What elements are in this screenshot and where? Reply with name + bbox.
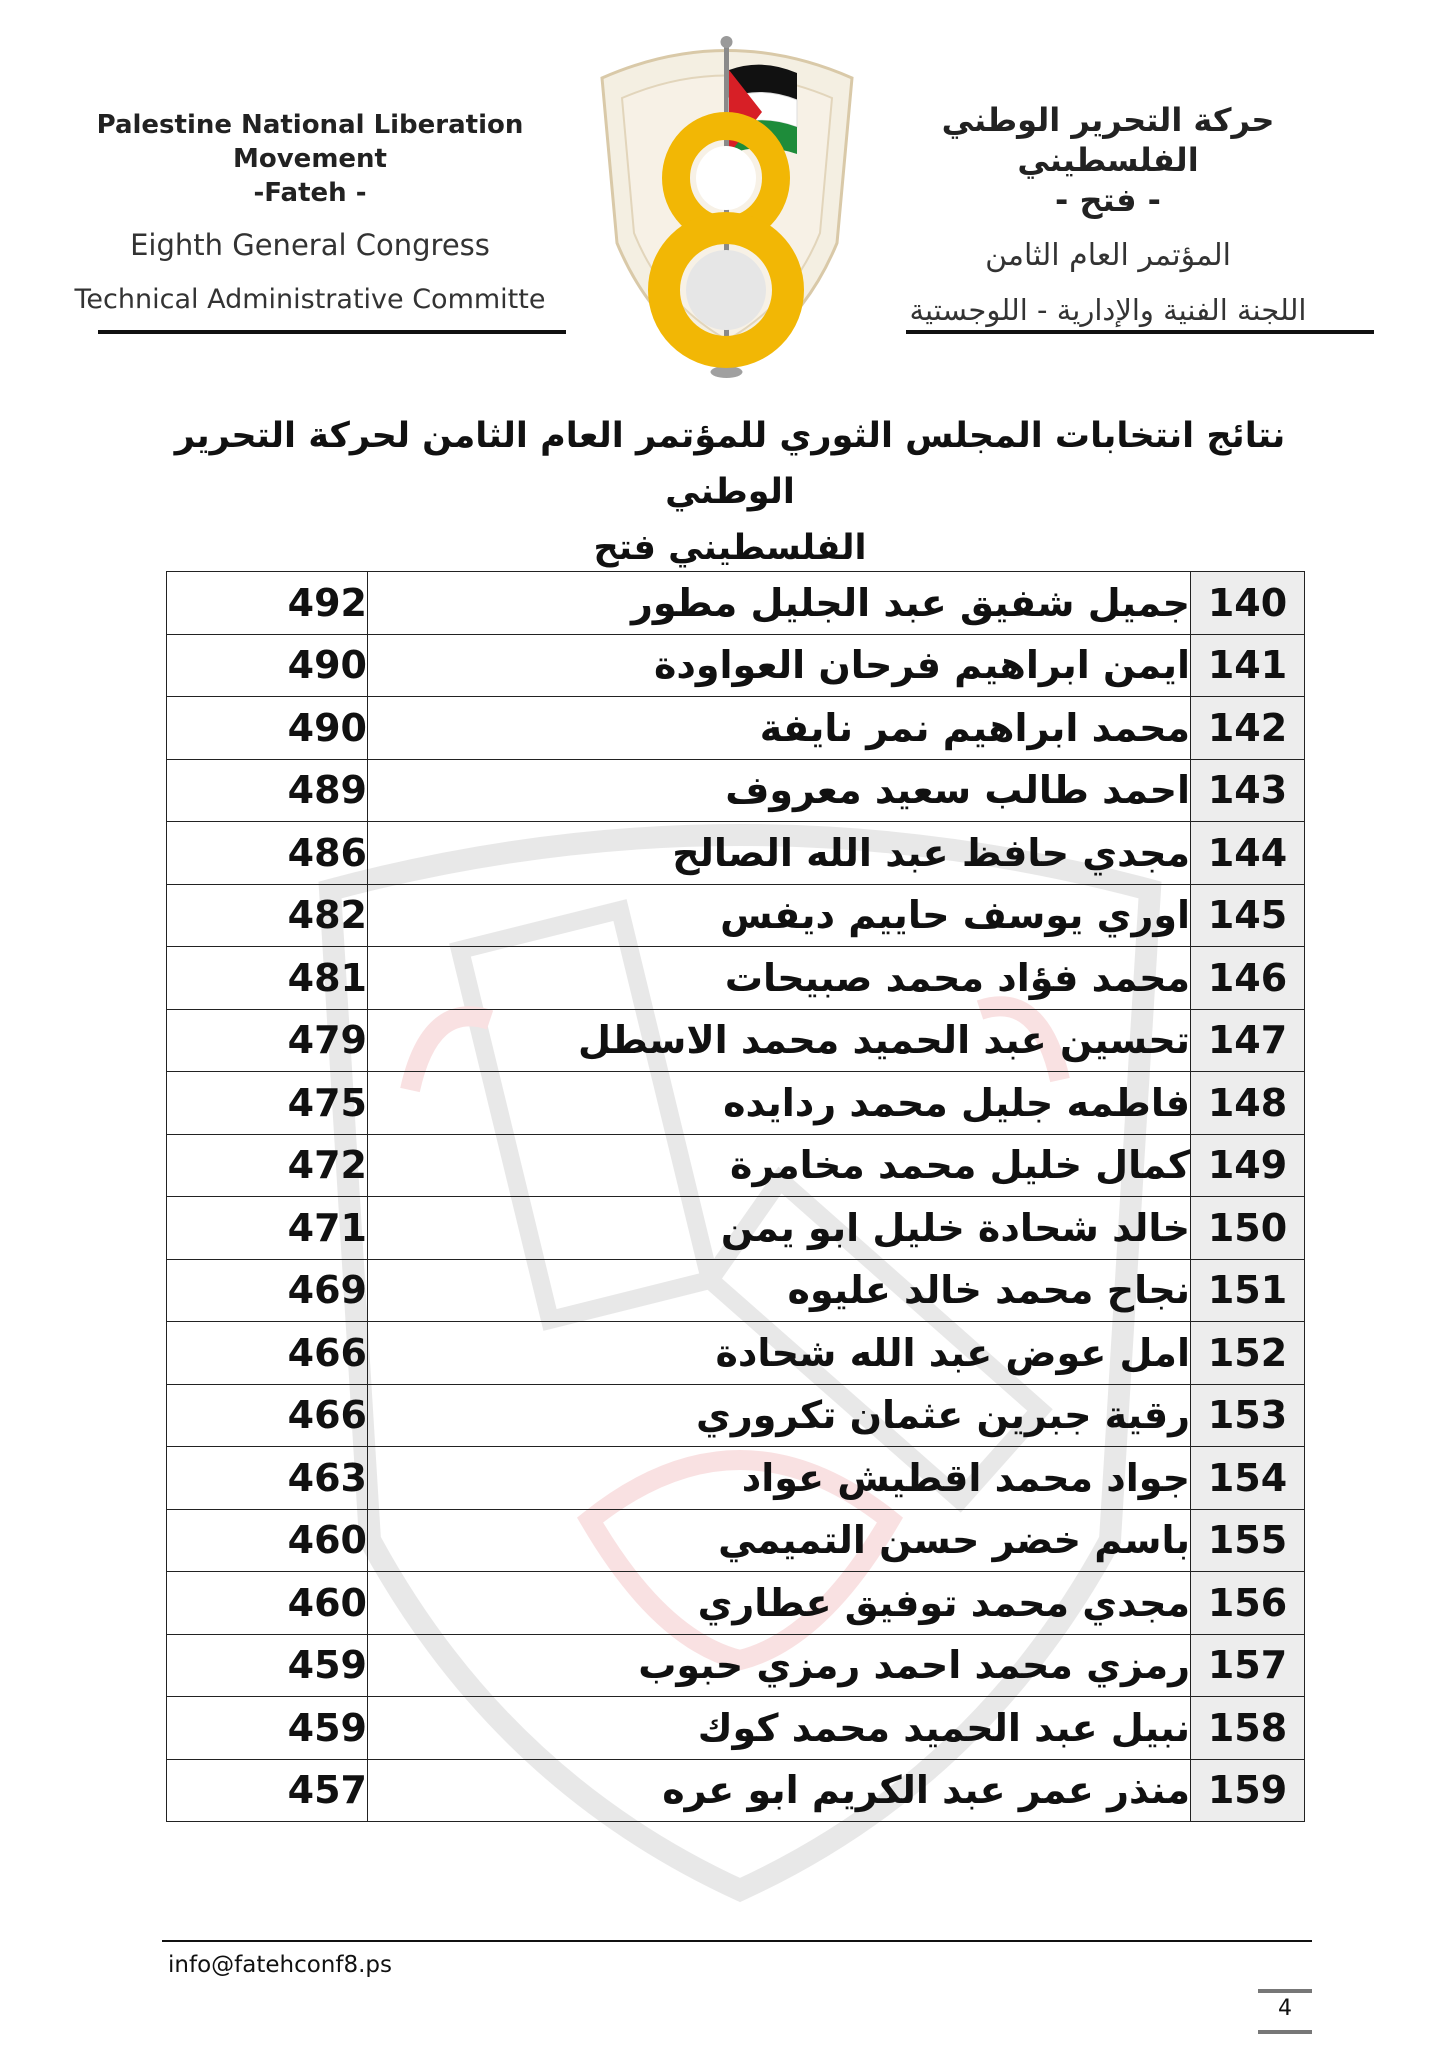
candidate-name-cell: نبيل عبد الحميد محمد كوك — [368, 1697, 1191, 1760]
table-row — [167, 1384, 1305, 1447]
row-number-cell: 149 — [1191, 1134, 1305, 1197]
page-number: 4 — [1278, 1996, 1292, 2021]
table-row — [167, 1259, 1305, 1322]
table-row — [167, 1759, 1305, 1822]
vote-count-cell: 460 — [167, 1509, 368, 1572]
vote-count-cell: 475 — [167, 1072, 368, 1135]
candidate-name-cell: اوري يوسف حاييم ديفس — [368, 884, 1191, 947]
vote-count-cell: 463 — [167, 1447, 368, 1510]
vote-count-cell: 466 — [167, 1384, 368, 1447]
english-committee-name: Technical Administrative Committe — [74, 284, 546, 315]
row-number-cell: 143 — [1191, 759, 1305, 822]
table-row — [167, 884, 1305, 947]
vote-count-cell: 469 — [167, 1259, 368, 1322]
row-number-cell: 148 — [1191, 1072, 1305, 1135]
candidate-name-cell: باسم خضر حسن التميمي — [368, 1509, 1191, 1572]
document-title — [160, 408, 1300, 576]
footer-divider — [162, 1940, 1312, 1942]
row-number-cell: 145 — [1191, 884, 1305, 947]
header-divider-right — [906, 330, 1374, 334]
candidate-name-cell: مجدي حافظ عبد الله الصالح — [368, 822, 1191, 885]
english-org-name — [50, 108, 570, 210]
vote-count-cell: 459 — [167, 1697, 368, 1760]
results-table — [166, 571, 1305, 1822]
title-line2: الفلسطيني فتح — [593, 528, 867, 568]
arabic-header — [848, 100, 1368, 327]
candidate-name-cell: جواد محمد اقطيش عواد — [368, 1447, 1191, 1510]
arabic-org-name — [848, 100, 1368, 220]
vote-count-cell: 466 — [167, 1322, 368, 1385]
row-number-cell: 153 — [1191, 1384, 1305, 1447]
row-number-cell: 150 — [1191, 1197, 1305, 1260]
row-number-cell: 146 — [1191, 947, 1305, 1010]
arabic-congress-name: المؤتمر العام الثامن — [985, 238, 1231, 273]
vote-count-cell: 490 — [167, 697, 368, 760]
candidate-name-cell: ايمن ابراهيم فرحان العواودة — [368, 634, 1191, 697]
candidate-name-cell: رقية جبرين عثمان تكروري — [368, 1384, 1191, 1447]
candidate-name-cell: كمال خليل محمد مخامرة — [368, 1134, 1191, 1197]
row-number-cell: 141 — [1191, 634, 1305, 697]
row-number-cell: 156 — [1191, 1572, 1305, 1635]
english-congress-name: Eighth General Congress — [130, 228, 490, 262]
footer-email: info@fatehconf8.ps — [168, 1952, 392, 1978]
table-row — [167, 1634, 1305, 1697]
row-number-cell: 152 — [1191, 1322, 1305, 1385]
arabic-org-line1: حركة التحرير الوطني الفلسطيني — [941, 101, 1275, 179]
candidate-name-cell: محمد ابراهيم نمر نايفة — [368, 697, 1191, 760]
row-number-cell: 151 — [1191, 1259, 1305, 1322]
row-number-cell: 157 — [1191, 1634, 1305, 1697]
vote-count-cell: 459 — [167, 1634, 368, 1697]
arabic-org-line2: - فتح - — [1055, 181, 1161, 219]
table-row — [167, 1134, 1305, 1197]
title-line1: نتائج انتخابات المجلس الثوري للمؤتمر العام الثامن لحركة التحرير الوطني — [174, 416, 1286, 512]
header-divider-left — [98, 330, 566, 334]
table-row — [167, 697, 1305, 760]
gold-eight-icon — [664, 126, 788, 352]
row-number-cell: 154 — [1191, 1447, 1305, 1510]
vote-count-cell: 457 — [167, 1759, 368, 1822]
vote-count-cell: 490 — [167, 634, 368, 697]
candidate-name-cell: محمد فؤاد محمد صبيحات — [368, 947, 1191, 1010]
vote-count-cell: 472 — [167, 1134, 368, 1197]
table-row — [167, 634, 1305, 697]
row-number-cell: 159 — [1191, 1759, 1305, 1822]
table-row — [167, 1322, 1305, 1385]
candidate-name-cell: جميل شفيق عبد الجليل مطور — [368, 572, 1191, 635]
row-number-cell: 147 — [1191, 1009, 1305, 1072]
row-number-cell: 140 — [1191, 572, 1305, 635]
table-row — [167, 1072, 1305, 1135]
candidate-name-cell: احمد طالب سعيد معروف — [368, 759, 1191, 822]
candidate-name-cell: منذر عمر عبد الكريم ابو عره — [368, 1759, 1191, 1822]
english-org-line2: -Fateh - — [253, 178, 367, 208]
vote-count-cell: 486 — [167, 822, 368, 885]
table-row — [167, 947, 1305, 1010]
table-row — [167, 1572, 1305, 1635]
candidate-name-cell: امل عوض عبد الله شحادة — [368, 1322, 1191, 1385]
table-row — [167, 1509, 1305, 1572]
english-header — [50, 108, 570, 315]
candidate-name-cell: تحسين عبد الحميد محمد الاسطل — [368, 1009, 1191, 1072]
vote-count-cell: 481 — [167, 947, 368, 1010]
vote-count-cell: 479 — [167, 1009, 368, 1072]
row-number-cell: 155 — [1191, 1509, 1305, 1572]
vote-count-cell: 489 — [167, 759, 368, 822]
row-number-cell: 158 — [1191, 1697, 1305, 1760]
page-header — [0, 0, 1448, 400]
english-org-line1: Palestine National Liberation Movement — [96, 110, 524, 174]
congress-logo — [592, 28, 862, 393]
table-row — [167, 1009, 1305, 1072]
arabic-committee-name: اللجنة الفنية والإدارية - اللوجستية — [909, 293, 1307, 327]
vote-count-cell: 482 — [167, 884, 368, 947]
candidate-name-cell: رمزي محمد احمد رمزي حبوب — [368, 1634, 1191, 1697]
table-row — [167, 1197, 1305, 1260]
page-number-rule-bottom — [1258, 2030, 1312, 2034]
row-number-cell: 142 — [1191, 697, 1305, 760]
vote-count-cell: 471 — [167, 1197, 368, 1260]
candidate-name-cell: فاطمه جليل محمد ردايده — [368, 1072, 1191, 1135]
page-number-rule-top — [1258, 1989, 1312, 1993]
candidate-name-cell: نجاح محمد خالد عليوه — [368, 1259, 1191, 1322]
table-row — [167, 759, 1305, 822]
vote-count-cell: 492 — [167, 572, 368, 635]
table-row — [167, 1697, 1305, 1760]
table-row — [167, 572, 1305, 635]
vote-count-cell: 460 — [167, 1572, 368, 1635]
candidate-name-cell: مجدي محمد توفيق عطاري — [368, 1572, 1191, 1635]
row-number-cell: 144 — [1191, 822, 1305, 885]
candidate-name-cell: خالد شحادة خليل ابو يمن — [368, 1197, 1191, 1260]
table-row — [167, 822, 1305, 885]
table-row — [167, 1447, 1305, 1510]
